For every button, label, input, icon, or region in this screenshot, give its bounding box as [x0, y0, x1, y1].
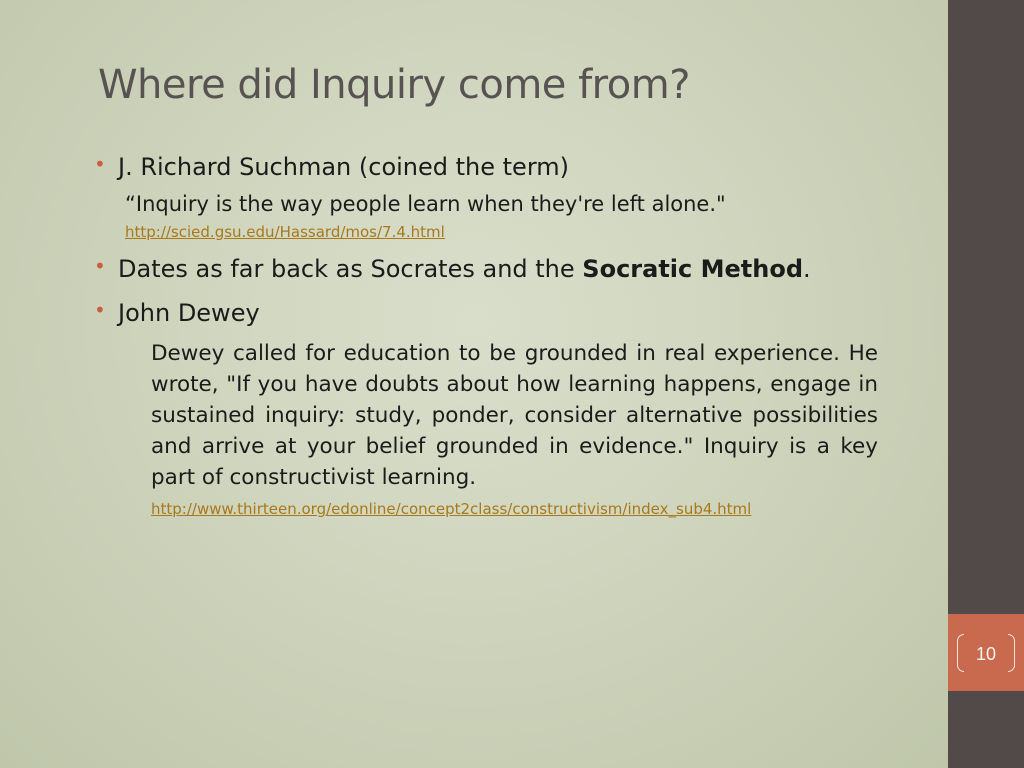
slide-title: Where did Inquiry come from?: [98, 62, 690, 108]
socratic-method-bold: Socratic Method: [582, 255, 803, 283]
dewey-paragraph: Dewey called for education to be grounded in real experience. He wrote, "If you have doubts about how learning happens, engage in sustained inquiry: study, ponder, consider alternative possibilities and arrive at your belief grounded in evidence." Inquiry is a key part of constructivist learning.: [151, 341, 878, 490]
suchman-quote: “Inquiry is the way people learn when they're left alone.": [125, 192, 726, 216]
bullet-dot-icon: •: [94, 152, 106, 176]
bullet-item-suchman: [92, 150, 878, 184]
bullet-dot-icon: •: [94, 298, 106, 322]
dewey-source-link[interactable]: http://www.thirteen.org/edonline/concept2class/constructivism/index_sub4.html: [151, 500, 752, 518]
page-number-box: [948, 614, 1024, 691]
bullet-text-part: Dates as far back as Socrates and the: [118, 255, 583, 283]
bullet-text: [118, 252, 878, 286]
bullet-item-dewey: [92, 296, 878, 330]
suchman-source-link[interactable]: http://scied.gsu.edu/Hassard/mos/7.4.html: [125, 223, 445, 241]
bullet-dot-icon: •: [94, 254, 106, 278]
bullet-item-socrates: [92, 252, 878, 286]
slide-content: [92, 150, 878, 519]
bullet-text: John Dewey: [118, 299, 260, 327]
page-number: 10: [975, 644, 997, 664]
bullet-text: J. Richard Suchman (coined the term): [118, 153, 570, 181]
bullet-text-end: .: [803, 255, 811, 283]
